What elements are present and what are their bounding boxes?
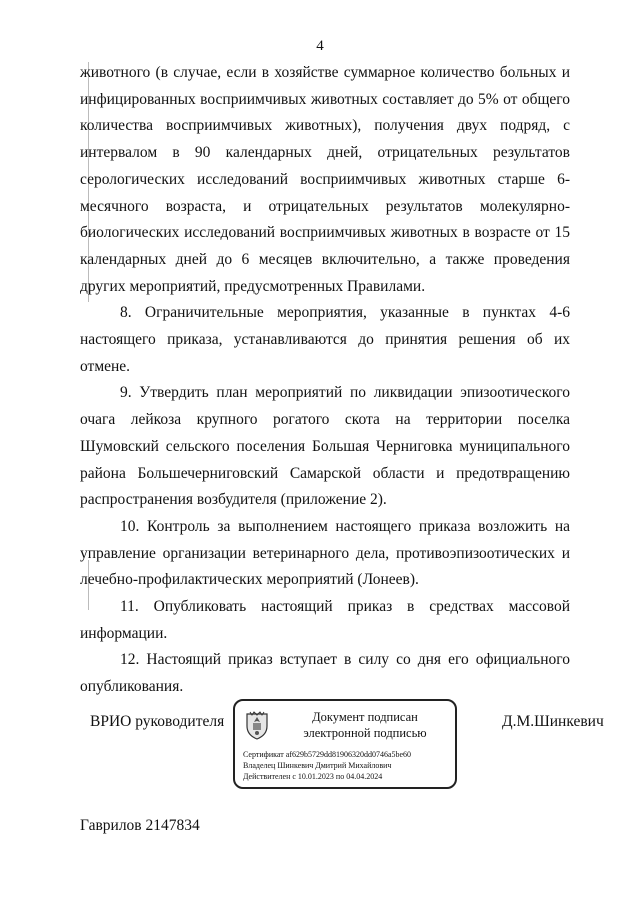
document-body bbox=[80, 60, 570, 701]
coat-of-arms-icon bbox=[244, 710, 270, 740]
executor-contact: Гаврилов 2147834 bbox=[80, 817, 200, 834]
signature-block bbox=[0, 707, 640, 807]
page-number: 4 bbox=[316, 38, 324, 54]
paragraph-continuation: животного (в случае, если в хозяйстве суммарное количество больных и инфицированных восприимчивых животных составляет до 5% от общего количества восприимчивых животных), получения двух подряд, с интервалом в 90 календарных дней, отрицательных результатов серологических исследований восприимчивых животных старше 6-месячного возраста, и отрицательных результатов молекулярно-биологических исследований восприимчивых животных в возрасте от 15 календарных дней до 6 месяцев включительно, а также проведения других мероприятий, предусмотренных Правилами. bbox=[80, 64, 570, 295]
signatory-position: ВРИО руководителя bbox=[90, 713, 225, 730]
stamp-owner: Владелец Шинкевич Дмитрий Михайлович bbox=[243, 761, 392, 770]
electronic-signature-stamp bbox=[233, 699, 457, 789]
paragraph-9: 9. Утвердить план мероприятий по ликвидации эпизоотического очага лейкоза крупного рогатого скота на территории поселка Шумовский сельского поселения Большая Черниговка муниципального района Большечерниговский Самарской области и предотвращению распространения возбудителя (приложение 2). bbox=[80, 384, 570, 509]
stamp-certificate: Сертификат af629b5729dd81906320dd0746a5be60 bbox=[243, 750, 412, 759]
paragraph-8: 8. Ограничительные мероприятия, указанные в пунктах 4-6 настоящего приказа, устанавливаются до принятия решения об их отмене. bbox=[80, 304, 570, 375]
paragraph-12: 12. Настоящий приказ вступает в силу со дня его официального опубликования. bbox=[80, 651, 570, 696]
stamp-title bbox=[279, 709, 451, 741]
paragraph-10: 10. Контроль за выполнением настоящего приказа возложить на управление организации ветеринарного дела, противоэпизоотических и лечебно-профилактических мероприятий (Лонеев). bbox=[80, 517, 570, 589]
stamp-title-line1: Документ подписан bbox=[312, 710, 418, 724]
stamp-validity: Действителен с 10.01.2023 по 04.04.2024 bbox=[243, 772, 383, 781]
stamp-details bbox=[243, 749, 455, 782]
signatory-name: Д.М.Шинкевич bbox=[502, 713, 604, 730]
stamp-title-line2: электронной подписью bbox=[303, 726, 427, 740]
paragraph-11: 11. Опубликовать настоящий приказ в средствах массовой информации. bbox=[80, 598, 570, 642]
